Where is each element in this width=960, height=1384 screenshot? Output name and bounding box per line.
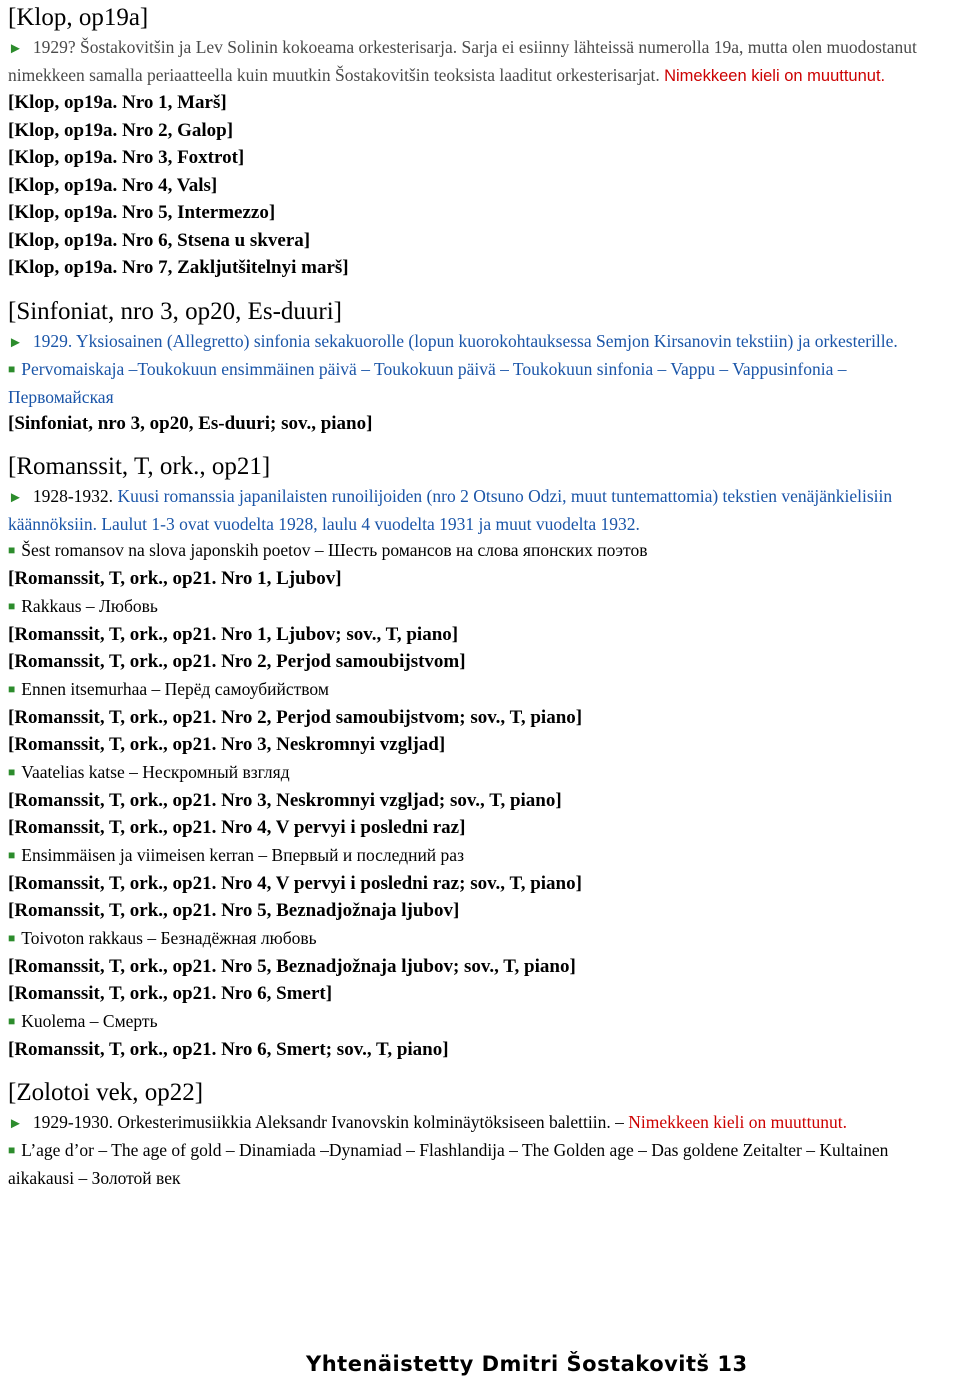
section-title: [Klop, op19a] (8, 4, 149, 31)
work-item: [Romanssit, T, ork., op21. Nro 1, Ljubov; sov., T, piano] (8, 623, 459, 645)
work-item: [Romanssit, T, ork., op21. Nro 5, Beznadjožnaja ljubov; sov., T, piano] (8, 955, 576, 977)
work-item: [Romanssit, T, ork., op21. Nro 2, Perjod samoubijstvom] (8, 651, 466, 672)
alternate-titles-text: Ensimmäisen ja viimeisen kerran – Впервый и последний раз (21, 844, 464, 865)
alternate-titles (8, 842, 952, 870)
info-text: 1929? Šostakovitšin ja Lev Solinin kokoeama orkesterisarja. Sarja ei esiinny lähteissä numerolla 19a, mutta olen muodostanut nimekkeen samalla periaatteella kuin muutkin Šostakovitšin teoksista laaditut orkesterisarjat. (8, 37, 917, 85)
alternate-titles (8, 1008, 952, 1036)
alternate-titles (8, 1137, 952, 1191)
alternate-titles (8, 676, 952, 704)
green-square-icon: ■ (8, 598, 16, 613)
document-page (8, 0, 952, 1191)
work-item: [Klop, op19a. Nro 5, Intermezzo] (8, 202, 276, 223)
work-item: [Klop, op19a. Nro 1, Marš] (8, 92, 227, 113)
section-info (8, 483, 952, 537)
work-item: [Romanssit, T, ork., op21. Nro 3, Neskromnyi vzgljad; sov., T, piano] (8, 789, 562, 811)
green-square-icon: ■ (8, 1013, 16, 1028)
work-item: [Romanssit, T, ork., op21. Nro 3, Neskromnyi vzgljad] (8, 734, 446, 755)
green-square-icon: ■ (8, 681, 16, 696)
info-text: Laulut 1-3 ovat vuodelta 1928, laulu 4 vuodelta 1931 ja muut vuodelta 1932. (96, 514, 640, 534)
work-item: [Romanssit, T, ork., op21. Nro 6, Smert; sov., T, piano] (8, 1038, 449, 1060)
section-title: [Zolotoi vek, op22] (8, 1079, 204, 1106)
info-text: 1928-1932. (32, 486, 118, 506)
s3-rows (8, 565, 952, 1063)
s1-items (8, 89, 952, 282)
alternate-titles (8, 593, 952, 621)
green-arrow-icon: ► (8, 41, 23, 57)
work-item: [Klop, op19a. Nro 6, Stsena u skvera] (8, 229, 311, 251)
alternate-titles (8, 759, 952, 787)
alternate-titles-text: Šest romansov na slova japonskih poetov – Шесть романсов на слова японских поэтов (21, 540, 648, 560)
work-item: [Klop, op19a. Nro 7, Zakljutšitelnyi marš] (8, 257, 349, 278)
work-item: [Klop, op19a. Nro 3, Foxtrot] (8, 147, 245, 168)
green-square-icon: ■ (8, 543, 16, 557)
work-item: [Romanssit, T, ork., op21. Nro 4, V pervyi i posledni raz; sov., T, piano] (8, 872, 582, 894)
work-item: [Romanssit, T, ork., op21. Nro 6, Smert] (8, 983, 333, 1004)
green-square-icon: ■ (8, 1143, 16, 1157)
green-arrow-icon: ► (8, 490, 23, 506)
alternate-titles (8, 356, 952, 410)
green-arrow-icon: ► (8, 1116, 23, 1132)
changed-name-note: Nimekkeen kieli on muuttunut. (664, 67, 886, 85)
work-item: [Romanssit, T, ork., op21. Nro 5, Beznadjožnaja ljubov] (8, 900, 460, 921)
alternate-titles (8, 925, 952, 953)
section-info (8, 1109, 952, 1137)
alternate-titles-text: Kuolema – Смерть (21, 1010, 158, 1031)
section-info (8, 34, 952, 89)
green-square-icon: ■ (8, 361, 16, 376)
info-text: Kuusi romanssia japanilaisten runoilijoiden (nro 2 Otsuno Odzi, muut tuntemattomia) tekstien venäjänkielisiin käännöksiin. (8, 486, 893, 534)
work-item: [Sinfoniat, nro 3, op20, Es-duuri; sov., piano] (8, 412, 373, 434)
green-square-icon: ■ (8, 847, 16, 862)
green-square-icon: ■ (8, 930, 16, 945)
info-text: 1929-1930. Orkesterimusiikkia Aleksandr Ivanovskin kolminäytöksiseen balettiin. (32, 1112, 616, 1132)
work-item: [Romanssit, T, ork., op21. Nro 4, V pervyi i posledni raz] (8, 817, 466, 838)
work-item: [Klop, op19a. Nro 4, Vals] (8, 174, 218, 196)
section-info (8, 328, 952, 356)
alternate-titles-text: Pervomaiskaja –Toukokuun ensimmäinen päivä – Toukokuun päivä – Toukokuun sinfonia – Vappu – Vappusinfonia – Первомайская (8, 358, 847, 407)
alternate-titles-text: Rakkaus – Любовь (21, 595, 158, 616)
work-item: [Romanssit, T, ork., op21. Nro 1, Ljubov] (8, 568, 342, 589)
green-square-icon: ■ (8, 764, 16, 779)
info-text: – (615, 1112, 629, 1132)
work-item: [Klop, op19a. Nro 2, Galop] (8, 119, 234, 141)
section-title: [Sinfoniat, nro 3, op20, Es-duuri] (8, 297, 342, 325)
section-title: [Romanssit, T, ork., op21] (8, 453, 271, 480)
alternate-titles-text: Vaatelias katse – Нескромный взгляд (21, 761, 290, 782)
page-footer: Yhtenäistetty Dmitri Šostakovitš 13 (306, 1352, 748, 1376)
changed-name-note: Nimekkeen kieli on muuttunut. (628, 1112, 847, 1132)
alternate-titles-text: L’age d’or – The age of gold – Dinamiada –Dynamiad – Flashlandija – The Golden age – Das goldene Zeitalter – Kultainen aikakausi – Золотой век (8, 1140, 889, 1188)
info-text: 1929. Yksiosainen (Allegretto) sinfonia sekakuorolle (lopun kuorokohtauksessa Semjon Kirsanovin tekstiin) ja orkesterille. (32, 330, 898, 351)
alternate-titles (8, 537, 952, 565)
alternate-titles-text: Toivoton rakkaus – Безнадёжная любовь (21, 927, 317, 948)
work-item: [Romanssit, T, ork., op21. Nro 2, Perjod samoubijstvom; sov., T, piano] (8, 706, 583, 728)
alternate-titles-text: Ennen itsemurhaa – Перёд самоубийством (21, 678, 329, 699)
green-arrow-icon: ► (8, 334, 23, 351)
